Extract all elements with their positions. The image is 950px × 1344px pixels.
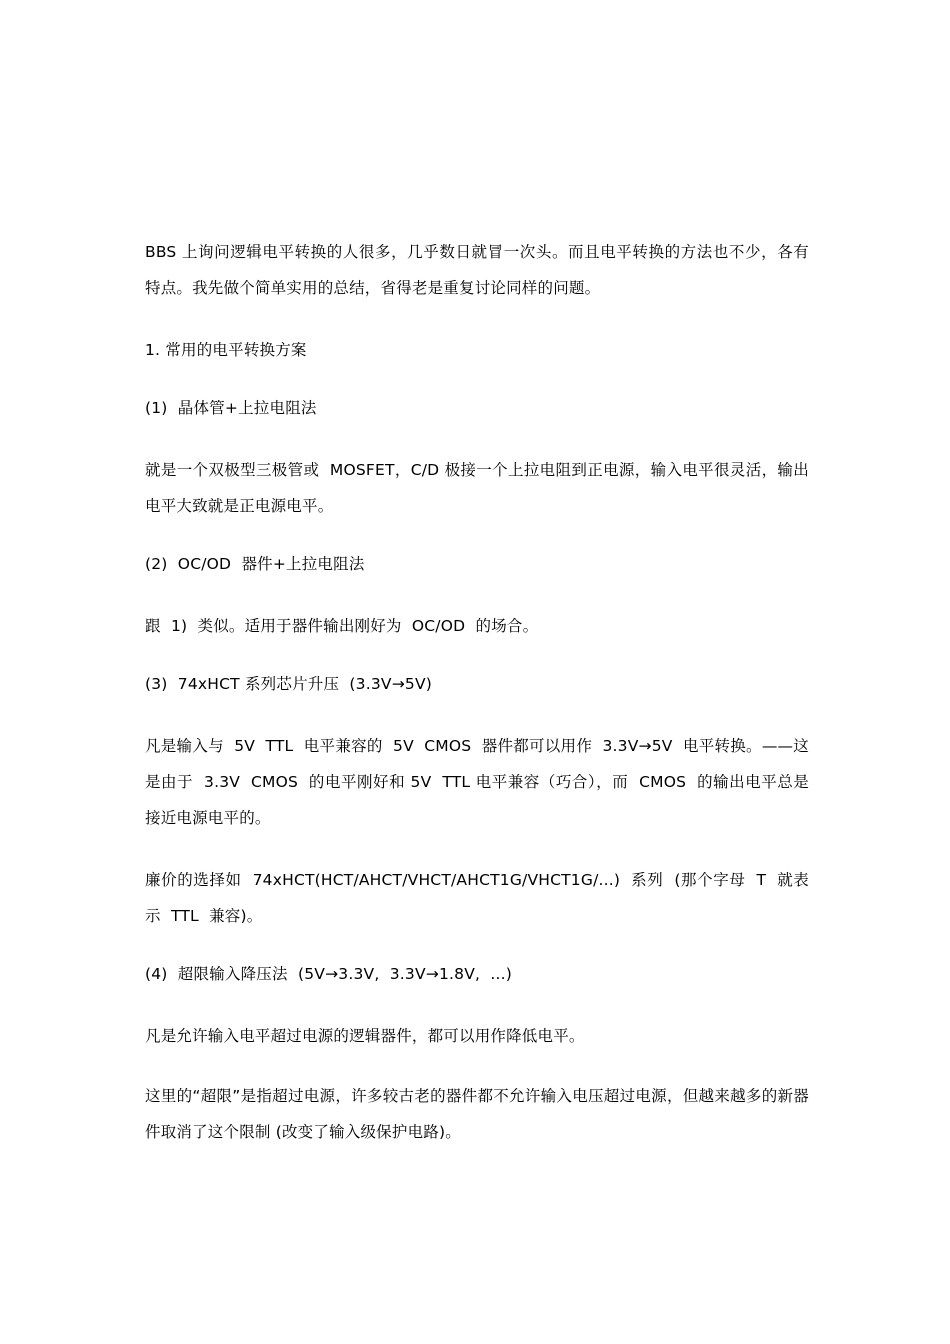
method-1-description: 就是一个双极型三极管或 MOSFET，C/D 极接一个上拉电阻到正电源，输入电平很灵活，输出电平大致就是正电源电平。 [145, 461, 809, 515]
method-4-note: 这里的“超限”是指超过电源，许多较古老的器件都不允许输入电压超过电源，但越来越多的新器件取消了这个限制 (改变了输入级保护电路)。 [145, 1087, 809, 1141]
method-1-heading: (1) 晶体管+上拉电阻法 [145, 399, 317, 417]
intro-paragraph: BBS 上询问逻辑电平转换的人很多，几乎数日就冒一次头。而且电平转换的方法也不少，各有特点。我先做个简单实用的总结，省得老是重复讨论同样的问题。 [145, 243, 809, 297]
method-2-heading: (2) OC/OD 器件+上拉电阻法 [145, 555, 365, 573]
method-4-description: 凡是允许输入电平超过电源的逻辑器件，都可以用作降低电平。 [145, 1027, 585, 1045]
method-4-heading: (4) 超限输入降压法 (5V→3.3V, 3.3V→1.8V, ...) [145, 965, 513, 983]
section-heading-common-schemes: 1. 常用的电平转换方案 [145, 341, 307, 359]
method-2-description: 跟 1) 类似。适用于器件输出刚好为 OC/OD 的场合。 [145, 617, 539, 635]
method-3-description: 凡是输入与 5V TTL 电平兼容的 5V CMOS 器件都可以用作 3.3V→5V 电平转换。——这是由于 3.3V CMOS 的电平刚好和 5V TTL 电平兼容（巧合），而 CMOS 的输出电平总是接近电源电平的。 [145, 737, 809, 827]
method-3-heading: (3) 74xHCT 系列芯片升压 (3.3V→5V) [145, 675, 433, 693]
method-3-example: 廉价的选择如 74xHCT(HCT/AHCT/VHCT/AHCT1G/VHCT1G/...) 系列 (那个字母 T 就表示 TTL 兼容)。 [145, 871, 809, 925]
